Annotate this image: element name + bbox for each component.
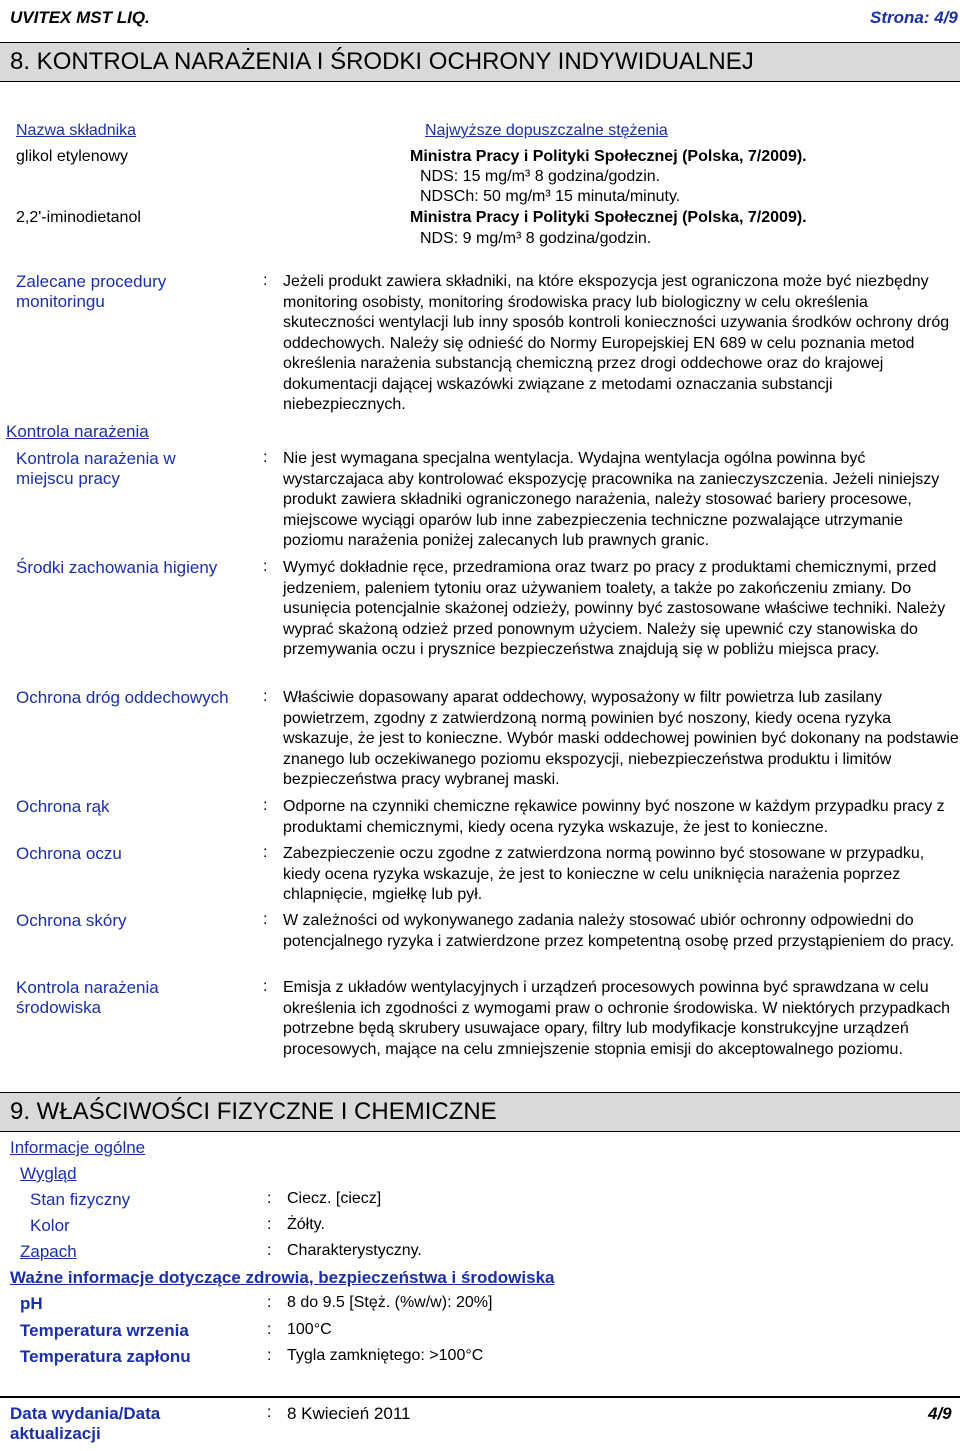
colon-separator: : (263, 558, 268, 575)
oel-col-name: Nazwa składnika (16, 122, 137, 139)
colon-separator: : (263, 978, 268, 995)
hygiene-text: Wymyć dokładnie ręce, przedramiona oraz twarz po pracy z produktami chemicznymi, przed jedzeniem, paleniem tytoniu oraz używaniem toalety, a także po zakończeniu zmiany. Do usunięcia potencjalnie skażonej odzieży, powinny być zastosowane właściwe techniki. Należy wyprać skażoną odzież przed ponownym użyciem. Należy się upewnić czy stanowiska do przemywania oczu i prysznice bezpieczeństwa znajdują się w pobliżu miejsca pracy. (283, 559, 946, 658)
respiratory-text: Właściwie dopasowany aparat oddechowy, wyposażony w filtr powietrza lub zasilany powietrzem, zgodny z zatwierdzoną normą powinien być noszony, kiedy ocena ryzyka wskazuje, że jest to konieczne. Wybór maski oddechowej powinien być dokonany na podstawie znanego lub oczekiwanego poziomu ekspozycji, niebezpieczeństwa produktu i limitów bezpieczeństwa pracy wybranej maski. (283, 689, 959, 788)
oel-row-name: glikol etylenowy (16, 148, 129, 165)
odor-label: Zapach (20, 1242, 77, 1261)
footer-date-label: Data wydania/Data aktualizacji (10, 1404, 161, 1443)
colon-separator: : (263, 911, 268, 928)
oel-row-value: NDS: 9 mg/m³ 8 godzina/godzin. (420, 230, 652, 247)
colon-separator: : (267, 1321, 272, 1338)
hands-label: Ochrona rąk (16, 797, 110, 816)
eyes-label: Ochrona oczu (16, 844, 122, 863)
appearance-heading: Wygląd (20, 1164, 77, 1183)
product-name: UVITEX MST LIQ. (10, 8, 150, 27)
workplace-text: Nie jest wymagana specjalna wentylacja. Wydajna wentylacja ogólna powinna być wystarczajaca aby kontrolować ekspozycję pracownika na zanieczyszczenia. Jeżeli niniejszy produkt zawiera składniki ograniczonego narażenia, należy stosować bariery procesowe, miejscowe wyciągi oparów lub inne zabezpieczenia techniczne pozwalające utrzymanie poziomu narażenia poniżej zalecanych lub prawnych granic. (283, 450, 940, 549)
odor-value: Charakterystyczny. (287, 1242, 422, 1259)
colon-separator: : (267, 1216, 272, 1233)
oel-row-value: NDS: 15 mg/m³ 8 godzina/godzin. (420, 168, 661, 185)
colon-separator: : (267, 1294, 272, 1311)
environment-label: Kontrola narażenia środowiska (16, 978, 159, 1017)
ph-label: pH (20, 1294, 43, 1313)
oel-row-source: Ministra Pracy i Polityki Społecznej (Polska, 7/2009). (410, 209, 807, 226)
ph-value: 8 do 9.5 [Stęż. (%w/w): 20%] (287, 1294, 493, 1311)
page-indicator: Strona: 4/9 (870, 8, 958, 27)
oel-row-name: 2,2'-iminodietanol (16, 209, 141, 226)
exposure-heading: Kontrola narażenia (6, 422, 149, 441)
hygiene-label: Środki zachowania higieny (16, 558, 218, 577)
colon-separator: : (267, 1404, 272, 1421)
respiratory-label: Ochrona dróg oddechowych (16, 688, 229, 707)
eyes-text: Zabezpieczenie oczu zgodne z zatwierdzona normą powinno być stosowane w przypadku, kiedy ocena ryzyka wskazuje, że jest to konieczne w celu uniknięcia narażenia poprzez chlapnięcie, mgiełkę lub pył. (283, 845, 925, 903)
oel-col-limits: Najwyższe dopuszczalne stężenia (425, 122, 668, 139)
workplace-label: Kontrola narażenia w miejscu pracy (16, 449, 176, 488)
footer-rule (0, 1396, 960, 1398)
colon-separator: : (263, 844, 268, 861)
boiling-label: Temperatura wrzenia (20, 1321, 189, 1340)
flash-value: Tygla zamkniętego: >100°C (287, 1347, 484, 1364)
important-heading: Ważne informacje dotyczące zdrowia, bezpieczeństwa i środowiska (10, 1268, 555, 1287)
footer-date-value: 8 Kwiecień 2011 (287, 1404, 411, 1423)
oel-row-source: Ministra Pracy i Polityki Społecznej (Polska, 7/2009). (410, 148, 807, 165)
colon-separator: : (263, 449, 268, 466)
flash-label: Temperatura zapłonu (20, 1347, 191, 1366)
physical-state-value: Ciecz. [ciecz] (287, 1190, 382, 1207)
colon-separator: : (263, 797, 268, 814)
oel-row-value: NDSCh: 50 mg/m³ 15 minuta/minuty. (420, 188, 681, 205)
color-value: Żółty. (287, 1216, 325, 1233)
color-label: Kolor (30, 1216, 70, 1235)
skin-label: Ochrona skóry (16, 911, 127, 930)
environment-text: Emisja z układów wentylacyjnych i urządzeń procesowych powinna być sprawdzana w celu określenia ich zgodności z wymogami praw o ochronie środowiska. W niektórych przypadkach potrzebne będą skrubery usuwajace opary, filtry lub modyfikacje konstrukcyjne urządzeń procesowych, mające na celu zmniejszenie stopnia emisji do akceptowalnego poziomu. (283, 979, 950, 1058)
hands-text: Odporne na czynniki chemiczne rękawice powinny być noszone w każdym przypadku pracy z produktami chemicznymi, kiedy ocena ryzyka wskazuje, że jest to konieczne. (283, 798, 945, 836)
colon-separator: : (267, 1347, 272, 1364)
colon-separator: : (267, 1190, 272, 1207)
boiling-value: 100°C (287, 1321, 332, 1338)
colon-separator: : (267, 1242, 272, 1259)
footer-page: 4/9 (928, 1404, 952, 1423)
colon-separator: : (263, 272, 268, 289)
section-9-title: 9. WŁAŚCIWOŚCI FIZYCZNE I CHEMICZNE (10, 1098, 497, 1125)
monitoring-text: Jeżeli produkt zawiera składniki, na które ekspozycja jest ograniczona może być niezbędny monitoring osobisty, monitoring środowiska pracy lub biologiczny w celu określenia skuteczności wentylacji lub inny sposób kontroli konieczności uzywania środków ochrony dróg oddechowych. Należy się odnieść do Normy Europejskiej EN 689 w celu poznania metod określenia narażenia substancją chemiczną przez drogi oddechowe oraz do krajowej dokumentacji dającej wskazówki związane z metodami oznaczania substancji niebezpiecznych. (283, 273, 950, 413)
general-heading: Informacje ogólne (10, 1138, 146, 1157)
section-8-title: 8. KONTROLA NARAŻENIA I ŚRODKI OCHRONY INDYWIDUALNEJ (10, 48, 754, 75)
monitoring-label: Zalecane procedury monitoringu (16, 272, 167, 311)
skin-text: W zależności od wykonywanego zadania należy stosować ubiór ochronny odpowiedni do potencjalnego ryzyka i zatwierdzone przez kompetentną osobę przed przystąpieniem do pracy. (283, 912, 955, 950)
physical-state-label: Stan fizyczny (30, 1190, 131, 1209)
colon-separator: : (263, 688, 268, 705)
